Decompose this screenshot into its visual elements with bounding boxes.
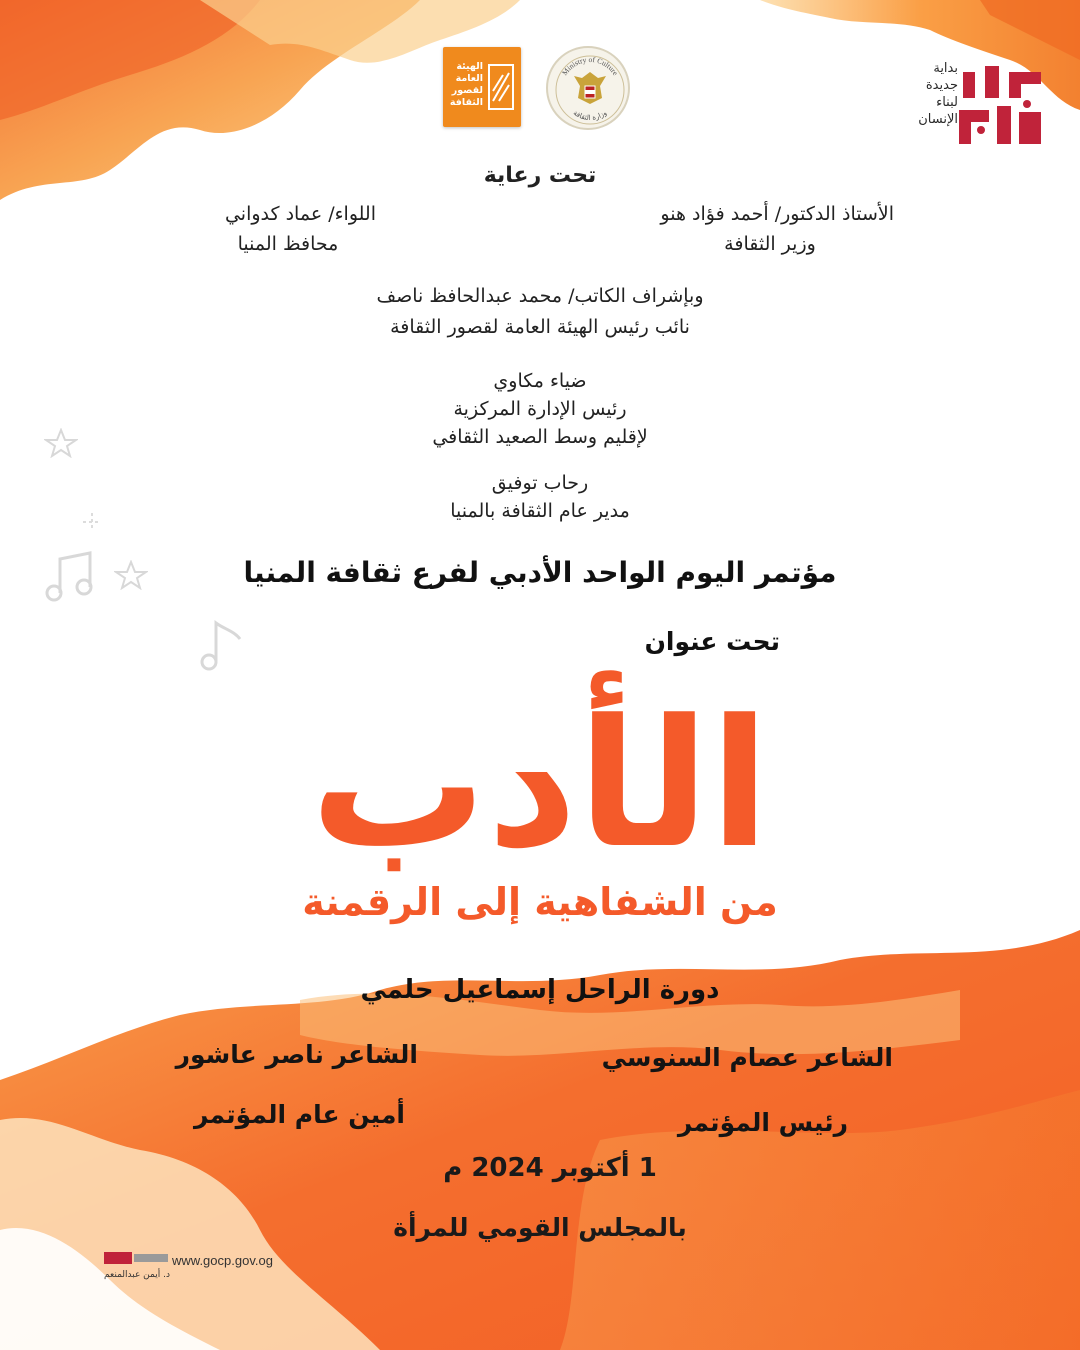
bidaya-line: بداية (933, 61, 958, 76)
ministry-latin-text: Ministry of Culture (560, 54, 621, 78)
building-icon (487, 61, 515, 113)
music-note-icon (196, 615, 246, 675)
official-name: ضياء مكاوي (493, 370, 587, 392)
bidaya-line: جديدة (925, 78, 958, 93)
session-name: دورة الراحل إسماعيل حلمي (360, 975, 720, 1005)
secretary-general-name: الشاعر ناصر عاشور (175, 1040, 418, 1069)
patron-minister-role: وزير الثقافة (724, 233, 816, 255)
ministry-arabic-text: وزارة الثقافة (571, 108, 609, 123)
eagle-emblem-icon (548, 48, 632, 132)
gocp-logo-line: الهيئة (456, 61, 483, 72)
supervisor-role: نائب رئيس الهيئة العامة لقصور الثقافة (390, 316, 690, 338)
conference-chair-name: الشاعر عصام السنوسي (601, 1043, 893, 1072)
official-role: لإقليم وسط الصعيد الثقافي (432, 426, 648, 448)
star-outline-icon (114, 560, 148, 590)
secretary-general-role: أمين عام المؤتمر (193, 1100, 405, 1129)
patronage-heading: تحت رعاية (483, 163, 597, 188)
official-role: مدير عام الثقافة بالمنيا (450, 500, 630, 522)
patron-governor-name: اللواء/ عماد كدواني (224, 203, 376, 225)
gocp-logo-line: الثقافة (449, 97, 483, 108)
official-name: رحاب توفيق (491, 472, 589, 494)
conference-chair-role: رئيس المؤتمر (677, 1108, 848, 1137)
music-note-icon (42, 545, 102, 605)
bidaya-logo (955, 62, 1045, 148)
gocp-logo (443, 47, 521, 127)
star-outline-icon (44, 428, 78, 458)
supervisor-line: وبإشراف الكاتب/ محمد عبدالحافظ ناصف (376, 285, 704, 307)
official-role: رئيس الإدارة المركزية (453, 398, 627, 420)
sparkle-icon (82, 512, 102, 532)
website-link[interactable]: www.gocp.gov.og (172, 1253, 273, 1268)
theme-main-word: الأدب (310, 682, 770, 887)
event-venue: بالمجلس القومي للمرأة (393, 1213, 687, 1242)
ministry-of-culture-logo (546, 46, 630, 130)
gocp-logo-line: لقصور (451, 85, 483, 96)
patron-minister-name: الأستاذ الدكتور/ أحمد فؤاد هنو (660, 203, 894, 225)
theme-subtitle: من الشفاهية إلى الرقمنة (302, 880, 778, 924)
svg-text:وزارة الثقافة (572, 109, 609, 122)
event-date: 1 أكتوبر 2024 م (443, 1153, 657, 1183)
footer-credit: د. أيمن عبدالمنعم (104, 1270, 170, 1280)
gocp-logo-text (447, 61, 483, 109)
bidaya-tagline (880, 60, 958, 128)
theme-intro: تحت عنوان (644, 627, 780, 656)
patron-governor-role: محافظ المنيا (237, 233, 339, 255)
gocp-logo-line: العامة (455, 73, 483, 84)
bidaya-line: الإنسان (918, 112, 958, 127)
footer-logo (104, 1248, 170, 1268)
bidaya-line: لبناء (936, 95, 958, 110)
conference-title: مؤتمر اليوم الواحد الأدبي لفرع ثقافة المنيا (243, 556, 837, 589)
